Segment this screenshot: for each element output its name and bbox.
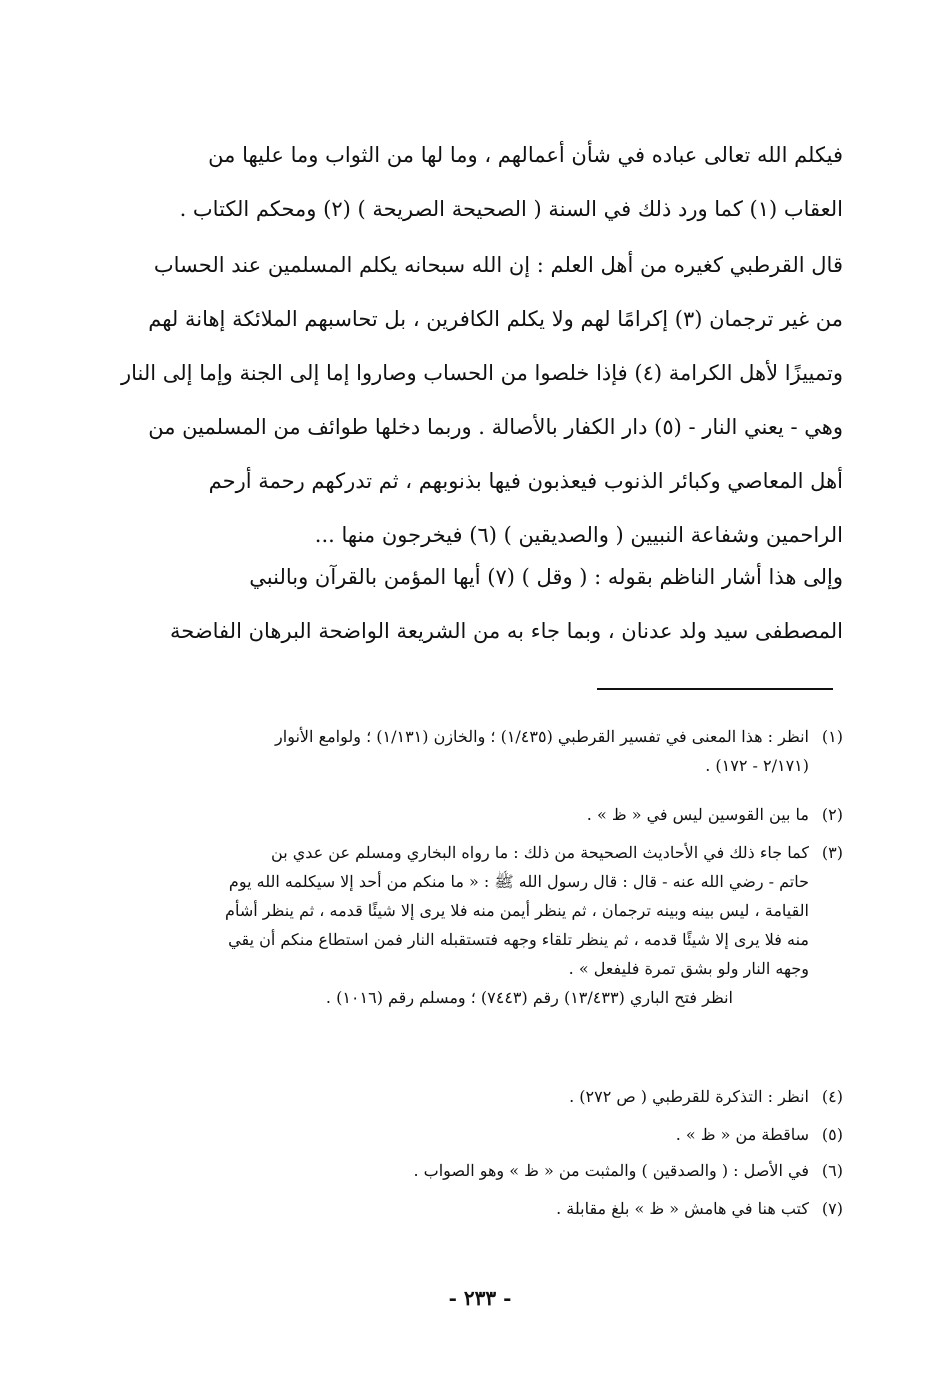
footnote-text: منه فلا يرى إلا شيئًا قدمه ، ثم ينظر تلقاء وجهه فتستقبله النار فمن استطاع منكم أن يقي [228, 930, 809, 949]
footnote-text: ما بين القوسين ليس في « ظ » . [586, 805, 809, 824]
footnote-number: (٦) [821, 1161, 843, 1180]
footnote-text: انظر : التذكرة للقرطبي ( ص ٢٧٢) . [569, 1087, 809, 1106]
text-line: أهل المعاصي وكبائر الذنوب فيعذبون فيها بذنوبهم ، ثم تدركهم رحمة أرحم [208, 469, 843, 493]
body-paragraph [108, 238, 843, 562]
body-paragraph [108, 550, 843, 658]
text-line: وهي - يعني النار - (٥) دار الكفار بالأصالة . وربما دخلها طوائف من المسلمين من [148, 415, 843, 439]
footnote [108, 800, 843, 829]
footnote-text: وجهه النار ولو بشق تمرة فليفعل » . [568, 959, 809, 978]
footnote-text: انظر : هذا المعنى في تفسير القرطبي (١/٤٣٥) ؛ والخازن (١/١٣١) ؛ ولوامع الأنوار [275, 727, 809, 746]
footnote [108, 1120, 843, 1149]
footnote-number: (٥) [821, 1125, 843, 1144]
footnote-text: حاتم - رضي الله عنه - قال : قال رسول الله ﷺ : « ما منكم من أحد إلا سيكلمه الله يوم [228, 872, 809, 891]
page-number: - ٢٣٣ - [448, 1286, 512, 1310]
footnote-text: في الأصل : ( والصدقين ) والمثبت من « ظ » وهو الصواب . [413, 1161, 809, 1180]
footnote-number: (٣) [821, 843, 843, 862]
text-line: وتمييزًا لأهل الكرامة (٤) فإذا خلصوا من الحساب وصاروا إما إلى الجنة وإما إلى النار [121, 361, 843, 385]
footnote [108, 838, 843, 1012]
footnote-text: ساقطة من « ظ » . [675, 1125, 809, 1144]
text-line: قال القرطبي كغيره من أهل العلم : إن الله سبحانه يكلم المسلمين عند الحساب [153, 253, 843, 277]
text-line: من غير ترجمان (٣) إكرامًا لهم ولا يكلم الكافرين ، بل تحاسبهم الملائكة إهانة لهم [148, 307, 843, 331]
footnote [108, 1156, 843, 1185]
footnote [108, 1194, 843, 1223]
footnote-text: (٢/١٧١ - ١٧٢) . [705, 756, 809, 775]
footnote-text: القيامة ، ليس بينه وبينه ترجمان ، ثم ينظر أيمن منه فلا يرى إلا شيئًا قدمه ، ثم ينظر أشأم [225, 901, 809, 920]
text-line: وإلى هذا أشار الناظم بقوله : ( وقل ) (٧) أيها المؤمن بالقرآن وبالنبي [249, 565, 843, 589]
footnote-number: (٤) [821, 1087, 843, 1106]
footnote [108, 722, 843, 780]
footnote-number: (٧) [821, 1199, 843, 1218]
footnote-separator [597, 688, 833, 690]
footnote [108, 1082, 843, 1111]
text-line: فيكلم الله تعالى عباده في شأن أعمالهم ، وما لها من الثواب وما عليها من [208, 143, 843, 167]
text-line: العقاب (١) كما ورد ذلك في السنة ( الصحيحة الصريحة ) (٢) ومحكم الكتاب . [179, 197, 843, 221]
footnote-number: (٢) [821, 805, 843, 824]
footnote-text: كما جاء ذلك في الأحاديث الصحيحة من ذلك : ما رواه البخاري ومسلم عن عدي بن [271, 843, 809, 862]
footnote-text: كتب هنا في هامش « ظ » بلغ مقابلة . [556, 1199, 809, 1218]
text-line: الراحمين وشفاعة النبيين ( والصديقين ) (٦) فيخرجون منها ... [314, 523, 843, 547]
footnote-number: (١) [821, 727, 843, 746]
text-line: المصطفى سيد ولد عدنان ، وبما جاء به من الشريعة الواضحة البرهان الفاضحة [170, 619, 843, 643]
footnote-reference: انظر فتح الباري (١٣/٤٣٣) رقم (٧٤٤٣) ؛ ومسلم رقم (١٠١٦) . [325, 988, 733, 1007]
body-paragraph [108, 128, 843, 236]
